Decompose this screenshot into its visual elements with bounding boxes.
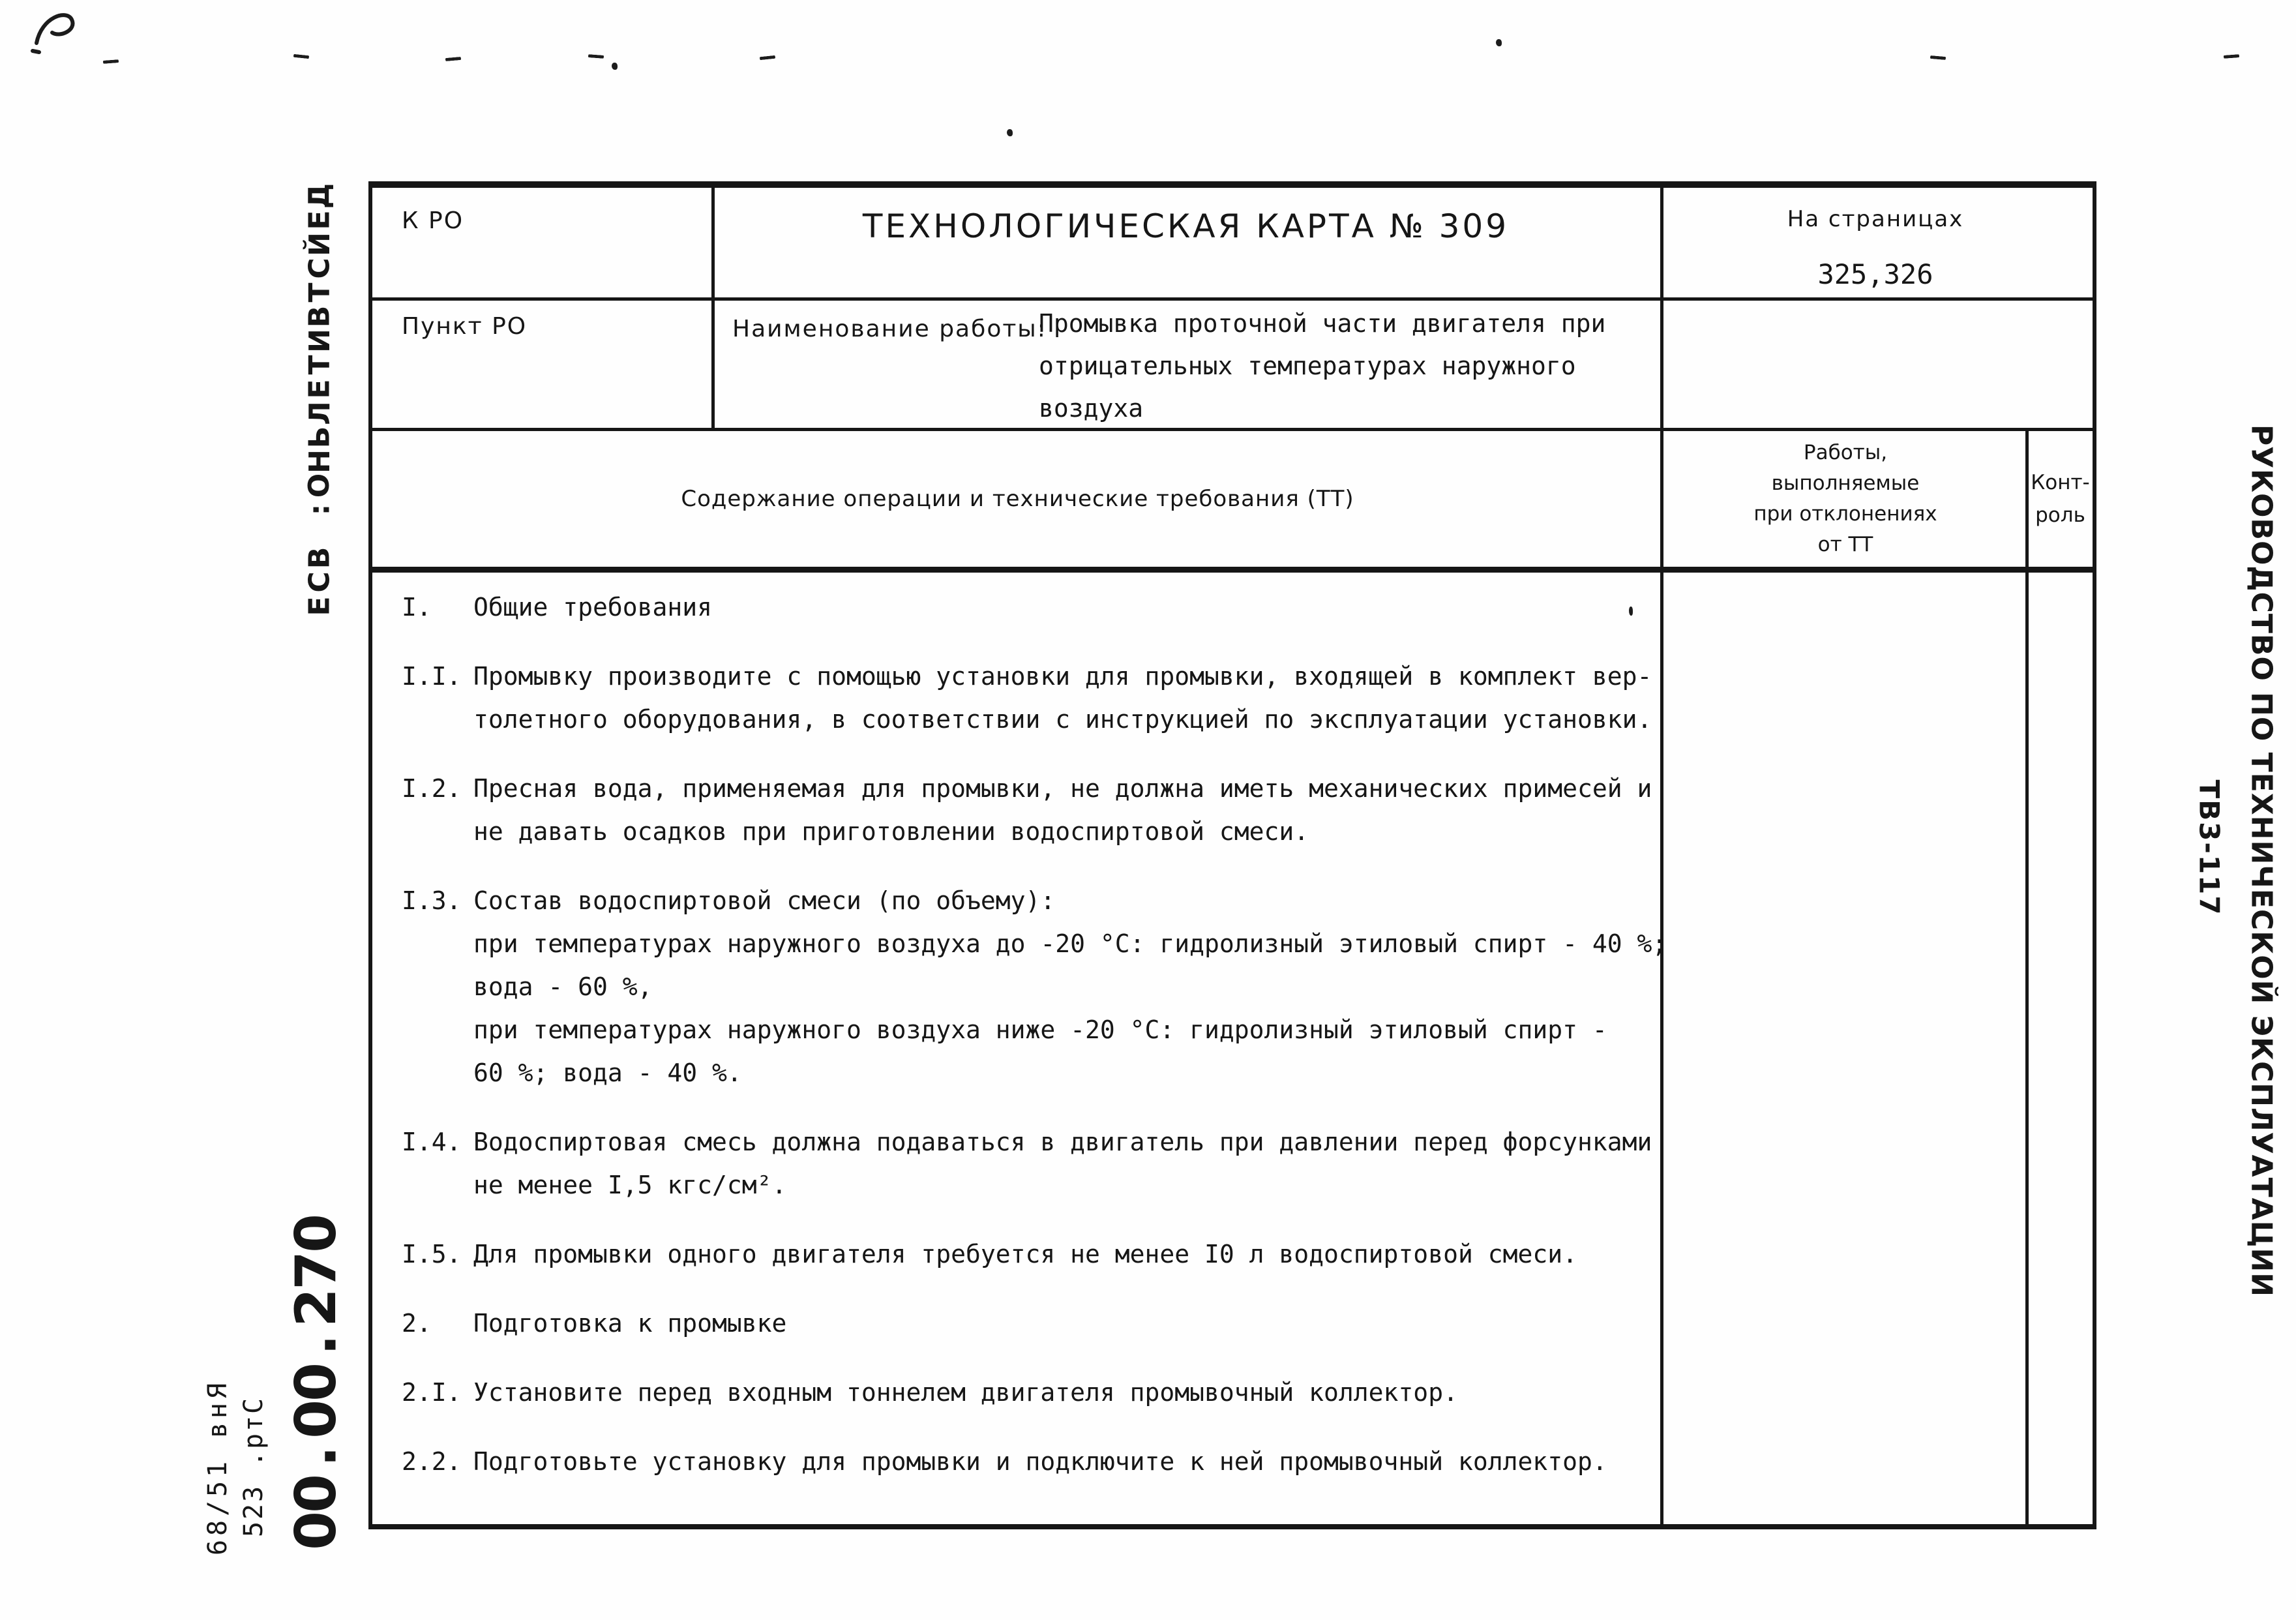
stamp-character: Я [203, 1383, 233, 1400]
work-name-line: отрицательных температурах наружного [1039, 352, 1576, 380]
stamp-character: 0 [284, 1362, 349, 1402]
work-name-label: Наименование работы: [732, 316, 1047, 342]
deviation-column-header [1663, 430, 2028, 567]
stamp-character: . [239, 1450, 269, 1467]
stamp-character: И [303, 329, 336, 353]
stamp-character [314, 522, 324, 546]
stamp-character: Т [303, 282, 336, 303]
scan-noise-mark [1496, 39, 1502, 46]
stamp-character: / [203, 1500, 233, 1517]
operation-text-lines [473, 879, 1667, 1094]
stamp-character: 6 [203, 1539, 233, 1556]
stamp-character: 0 [284, 1213, 349, 1253]
scan-noise-mark [293, 54, 309, 59]
stamp-character: 0 [284, 1473, 349, 1513]
operation-text-line: Для промывки одного двигателя требуется не менее I0 л водоспиртовой смеси. [473, 1240, 1577, 1268]
operation-text-lines [473, 1120, 1660, 1207]
stamp-character: Д [303, 183, 336, 209]
scan-noise-mark [588, 54, 604, 59]
stamp-character: 7 [284, 1250, 349, 1290]
stamp-character: 3 [239, 1486, 269, 1502]
operation-text-line: вода - 60 %, [473, 972, 653, 1001]
control-column-header [2028, 430, 2093, 567]
operation-text-line: Общие требования [473, 593, 713, 622]
pen-squiggle-mark [26, 5, 91, 57]
operation-item [402, 879, 1667, 1094]
operation-item [402, 655, 1660, 741]
page-number-stamp [239, 1397, 269, 1538]
stamp-character: 8 [203, 1520, 233, 1537]
operation-item [402, 1440, 1660, 1483]
deviation-header-line: при отклонениях [1753, 502, 1937, 526]
operation-text-line: Состав водоспиртовой смеси (по объему): [473, 886, 1056, 915]
operation-text-lines [473, 1440, 1660, 1483]
validity-stamp [299, 184, 340, 618]
stamp-character [210, 1440, 226, 1460]
operations-text [402, 586, 1667, 1483]
stamp-character [246, 1467, 261, 1485]
operation-item [402, 1233, 1660, 1276]
operation-text-line: не давать осадков при приготовлении водоспиртовой смеси. [473, 817, 1309, 846]
operation-text-lines [473, 655, 1660, 741]
stamp-character: 2 [239, 1503, 269, 1520]
scan-noise-mark [1930, 55, 1946, 60]
operation-text-lines [473, 1371, 1660, 1414]
stamp-character: . [283, 1445, 349, 1467]
stamp-character: т [239, 1415, 269, 1432]
stamp-character: Л [303, 401, 336, 425]
stamp-character: Е [303, 379, 336, 399]
work-name [1039, 303, 1605, 430]
operation-text-line: Подготовка к промывке [473, 1309, 787, 1338]
operation-number: I.3. [402, 886, 462, 915]
stamp-character: 1 [203, 1461, 233, 1478]
stamp-character: 0 [284, 1399, 349, 1439]
operation-number: 2.I. [402, 1378, 462, 1407]
operation-item [402, 586, 1660, 629]
to-ro-label: К РО [402, 207, 464, 234]
operation-text-line: Промывку производите с помощью установки для промывки, входящей в комплект вер- [473, 662, 1652, 691]
control-header-line: роль [2035, 503, 2085, 527]
stamp-character: 0 [284, 1510, 349, 1550]
scan-noise-mark [612, 63, 618, 70]
operation-text-lines [473, 586, 1660, 629]
stamp-character: : [303, 503, 336, 516]
manual-title-sidebar: РУКОВОДСТВО ПО ТЕХНИЧЕСКОЙ ЭКСПЛУАТАЦИИ [2244, 424, 2278, 1298]
stamp-character: в [203, 1422, 233, 1439]
header-row-divider [372, 567, 2093, 573]
operation-number: I.4. [402, 1128, 462, 1156]
chapter-code-stamp [283, 1213, 349, 1550]
deviation-header-line: от ТТ [1817, 532, 1873, 556]
card-table [368, 181, 2096, 1529]
stamp-character: н [203, 1402, 233, 1419]
deviation-header-line: Работы, [1803, 440, 1888, 464]
stamp-character: С [303, 571, 336, 593]
pages-value: 325,326 [1817, 258, 1933, 290]
revision-date-stamp [203, 1381, 233, 1557]
operation-number: I.I. [402, 662, 462, 691]
operation-text-line: при температурах наружного воздуха ниже -20 °С: гидролизный этиловый спирт - [473, 1015, 1607, 1044]
scan-noise-mark [2224, 54, 2239, 59]
engine-model-sidebar: ТВ3-117 [2193, 779, 2226, 916]
scan-noise-mark [1007, 129, 1013, 136]
stamp-character: Т [303, 355, 336, 375]
operation-number: I.5. [402, 1240, 462, 1268]
operation-text-line: Водоспиртовая смесь должна подаваться в двигатель при давлении перед форсунками [473, 1128, 1652, 1156]
column-divider [2025, 428, 2029, 1524]
scan-noise-mark [760, 55, 775, 60]
operation-text-line: при температурах наружного воздуха до -20 °С: гидролизный этиловый спирт - 40 %; [473, 929, 1667, 958]
stamp-character: Е [303, 596, 336, 616]
stamp-character: С [239, 1398, 269, 1414]
operation-number: I. [402, 593, 432, 622]
control-header-line: Конт- [2031, 470, 2090, 494]
operation-number: 2. [402, 1309, 432, 1338]
stamp-character: Е [303, 210, 336, 230]
operation-text-lines [473, 1233, 1660, 1276]
stamp-character: р [239, 1433, 269, 1449]
stamp-character: Й [303, 232, 336, 256]
operation-text-line: не менее I,5 кгс/см². [473, 1171, 787, 1199]
work-name-line: Промывка проточной части двигателя при [1039, 309, 1606, 338]
column-divider [1660, 188, 1663, 1524]
operation-item [402, 767, 1660, 853]
stamp-character: Н [303, 449, 336, 473]
operation-item [402, 1371, 1660, 1414]
operation-item [402, 1120, 1660, 1207]
work-name-line: воздуха [1039, 394, 1144, 423]
content-column-header: Содержание операции и технические требования (ТТ) [681, 485, 1354, 512]
stamp-character: 5 [203, 1480, 233, 1497]
operation-text-line: 60 %; вода - 40 %. [473, 1058, 742, 1087]
pages-label: На страницах [1787, 206, 1964, 232]
stamp-character: О [303, 473, 336, 498]
ro-item-label: Пункт РО [402, 313, 528, 340]
stamp-character: 5 [239, 1521, 269, 1537]
operation-text-line: Установите перед входным тоннелем двигателя промывочный коллектор. [473, 1378, 1458, 1407]
row-divider [372, 297, 2093, 301]
operation-number: 2.2. [402, 1447, 462, 1476]
scan-noise-mark [103, 59, 119, 64]
operation-text-lines [473, 767, 1660, 853]
card-title: ТЕХНОЛОГИЧЕСКАЯ КАРТА № 309 [862, 207, 1510, 245]
deviation-header-line: выполняемые [1771, 471, 1920, 495]
operation-number: I.2. [402, 774, 462, 803]
stamp-character: 2 [284, 1287, 349, 1327]
operation-text-lines [473, 1302, 1660, 1345]
stamp-character: Ь [303, 426, 336, 449]
operation-item [402, 1302, 1660, 1345]
operation-text-line: Пресная вода, применяемая для промывки, не должна иметь механических примесей и [473, 774, 1652, 803]
operation-text-line: Подготовьте установку для промывки и подключите к ней промывочный коллектор. [473, 1447, 1607, 1476]
stamp-character: В [303, 547, 336, 569]
stamp-character: . [283, 1334, 349, 1355]
stamp-character: С [303, 258, 336, 279]
scan-noise-mark [445, 57, 461, 61]
stamp-character: В [303, 305, 336, 328]
operation-text-line: толетного оборудования, в соответствии с инструкцией по эксплуатации установки. [473, 705, 1652, 734]
